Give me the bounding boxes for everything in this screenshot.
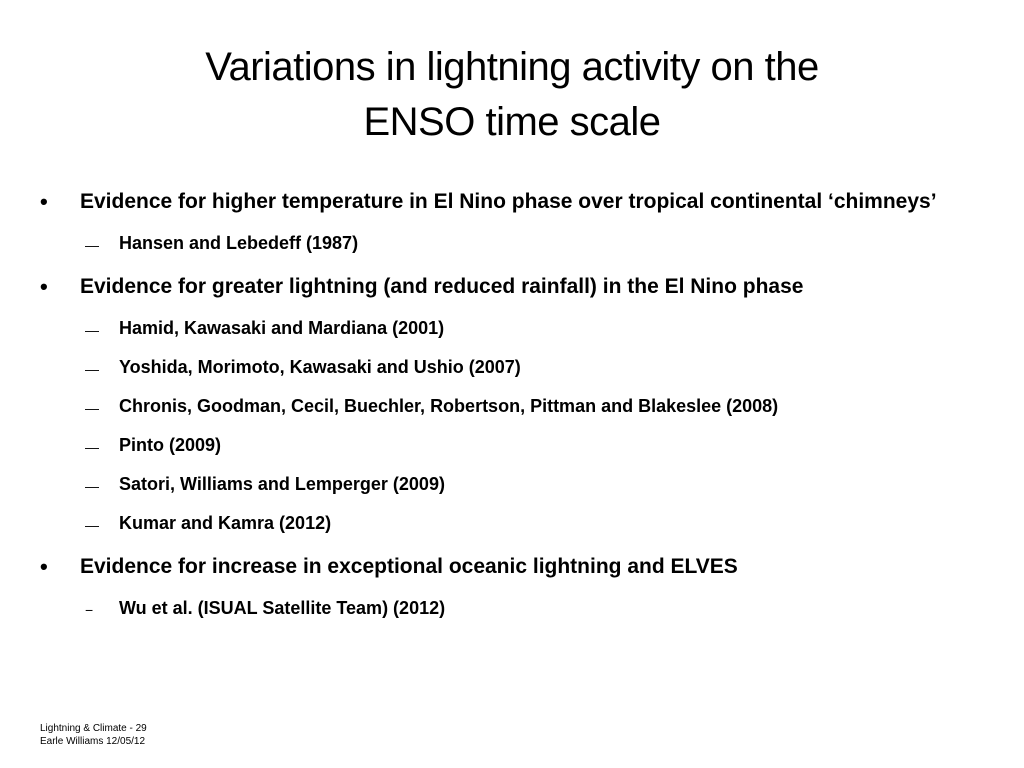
sub-item [40,309,980,348]
sub-item [40,426,980,465]
sub-item [40,589,980,628]
bullet-dot-icon: • [40,554,48,579]
sub-item-text: Kumar and Kamra (2012) [119,513,332,533]
sub-item [40,504,980,543]
bullet-text: Evidence for greater lightning (and reduced rainfall) in the El Nino phase [80,275,804,298]
bullet-list [40,186,980,636]
minus-icon: − [85,602,94,618]
footer [40,722,147,748]
title-line-1: Variations in lightning activity on the [205,45,819,89]
bullet-item [40,551,980,628]
bullet-text: Evidence for higher temperature in El Nino phase over tropical continental ‘chimneys’ [80,190,937,213]
sub-item-text: Yoshida, Morimoto, Kawasaki and Ushio (2007) [119,357,521,377]
sub-list [40,309,980,543]
sub-item-text: Satori, Williams and Lemperger (2009) [119,474,445,494]
bullet-dot-icon: • [40,189,48,214]
bullet-dot-icon: • [40,274,48,299]
dash-icon: — [85,439,99,455]
dash-icon: — [85,400,99,416]
sub-item [40,348,980,387]
sub-item-text: Hamid, Kawasaki and Mardiana (2001) [119,318,445,338]
sub-item-text: Pinto (2009) [119,435,222,455]
title-line-2: ENSO time scale [363,100,661,144]
sub-item [40,465,980,504]
sub-item-text: Chronis, Goodman, Cecil, Buechler, Robertson, Pittman and Blakeslee (2008) [119,396,779,416]
sub-item [40,387,980,426]
dash-icon: — [85,322,99,338]
sub-list [40,224,980,263]
bullet-item [40,186,980,263]
dash-icon: — [85,237,99,253]
dash-icon: — [85,361,99,377]
footer-author-date: Earle Williams 12/05/12 [40,736,146,747]
dash-icon: — [85,478,99,494]
dash-icon: — [85,517,99,533]
sub-list [40,589,980,628]
bullet-text: Evidence for increase in exceptional oceanic lightning and ELVES [80,555,738,578]
sub-item-text: Wu et al. (ISUAL Satellite Team) (2012) [119,598,446,618]
slide-title [60,40,964,150]
sub-item-text: Hansen and Lebedeff (1987) [119,233,359,253]
bullet-item [40,271,980,543]
sub-item [40,224,980,263]
footer-slide-label: Lightning & Climate - 29 [40,723,147,734]
